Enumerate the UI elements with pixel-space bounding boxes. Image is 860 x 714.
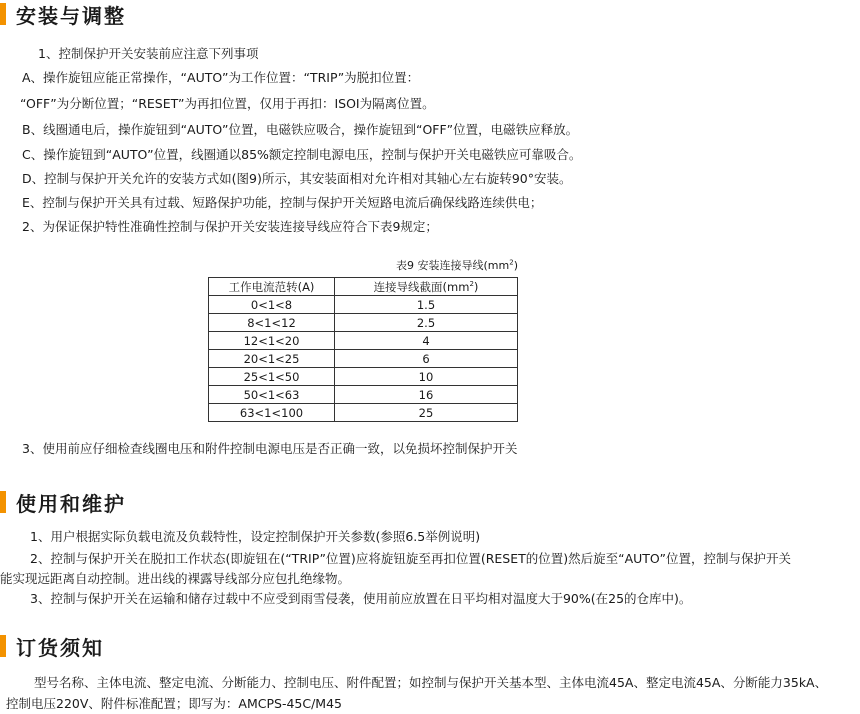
- order-line-1: 型号名称、主体电流、整定电流、分断能力、控制电压、附件配置；如控制与保护开关基本型、主体电流45A、整定电流45A、分断能力35kA、: [34, 675, 828, 690]
- table-cell-current: 20<1<25: [209, 350, 335, 368]
- install-line-d: D、控制与保护开关允许的安装方式如(图9)所示，其安装面相对允许相对其轴心左右旋转90°安装。: [22, 171, 572, 186]
- table-cell-current: 50<1<63: [209, 386, 335, 404]
- table-cell-section: 10: [335, 368, 518, 386]
- table-cell-section: 6: [335, 350, 518, 368]
- table-row: [209, 350, 518, 368]
- install-line-1: 1、控制保护开关安装前应注意下列事项: [38, 46, 259, 61]
- table-caption: 表9 安装连接导线$(mm^2)$: [396, 258, 518, 272]
- table-cell-current: 8<1<12: [209, 314, 335, 332]
- table-header-current: 工作电流范转(A): [209, 278, 335, 296]
- table-row: [209, 314, 518, 332]
- install-line-c: C、操作旋钮到“AUTO”位置，线圈通以85%额定控制电源电压，控制与保护开关电磁铁应可靠吸合。: [22, 147, 582, 162]
- section-marker: [0, 635, 6, 657]
- table-row: [209, 386, 518, 404]
- table-cell-section: 2.5: [335, 314, 518, 332]
- section-title-order: [0, 633, 104, 659]
- section-title-text: 安装与调整: [16, 3, 126, 28]
- install-line-2: 2、为保证保护特性准确性控制与保护开关安装连接导线应符合下表9规定；: [22, 219, 438, 234]
- table-cell-section: 16: [335, 386, 518, 404]
- table-row: [209, 404, 518, 422]
- section-title-usage: [0, 489, 126, 515]
- install-line-e: E、控制与保护开关具有过载、短路保护功能，控制与保护开关短路电流后确保线路连续供电；: [22, 195, 543, 210]
- usage-line-3: 3、控制与保护开关在运输和储存过载中不应受到雨雪侵袭，使用前应放置在日平均相对温度大于90%(在25的仓库中)。: [30, 591, 692, 606]
- usage-line-1: 1、用户根据实际负载电流及负载特性，设定控制保护开关参数(参照6.5举例说明): [30, 529, 481, 544]
- table-header-row: [209, 278, 518, 296]
- table-row: [209, 368, 518, 386]
- usage-line-2-cont: 能实现远距离自动控制。进出线的裸露导线部分应包扎绝缘物。: [0, 571, 351, 586]
- wire-section-table: [208, 277, 518, 422]
- table-row: [209, 296, 518, 314]
- table-row: [209, 332, 518, 350]
- install-line-b: B、线圈通电后，操作旋钮到“AUTO”位置，电磁铁应吸合，操作旋钮到“OFF”位置，电磁铁应释放。: [22, 122, 579, 137]
- table-cell-section: 25: [335, 404, 518, 422]
- table-header-section: 连接导线截面$(mm^2)$: [335, 278, 518, 296]
- table-cell-section: 4: [335, 332, 518, 350]
- install-line-a: A、操作旋钮应能正常操作，“AUTO”为工作位置：“TRIP”为脱扣位置：: [22, 70, 420, 85]
- table-cell-current: 25<1<50: [209, 368, 335, 386]
- table-cell-current: 12<1<20: [209, 332, 335, 350]
- section-title-text: 使用和维护: [16, 491, 126, 516]
- table-cell-current: 0<1<8: [209, 296, 335, 314]
- section-title-text: 订货须知: [16, 635, 104, 660]
- install-line-a-cont: “OFF”为分断位置；“RESET”为再扣位置，仅用于再扣：ISOI为隔离位置。: [20, 96, 435, 111]
- table-cell-current: 63<1<100: [209, 404, 335, 422]
- install-line-3: 3、使用前应仔细检查线圈电压和附件控制电源电压是否正确一致，以免损坏控制保护开关: [22, 441, 518, 456]
- section-marker: [0, 3, 6, 25]
- usage-line-2: 2、控制与保护开关在脱扣工作状态(即旋钮在(“TRIP”位置)应将旋钮旋至再扣位置(RESET的位置)然后旋至“AUTO”位置，控制与保护开关: [30, 551, 792, 566]
- order-line-2: 控制电压220V、附件标准配置；即写为：AMCPS-45C/M45: [6, 696, 342, 711]
- section-marker: [0, 491, 6, 513]
- table-cell-section: 1.5: [335, 296, 518, 314]
- section-title-install: [0, 1, 126, 27]
